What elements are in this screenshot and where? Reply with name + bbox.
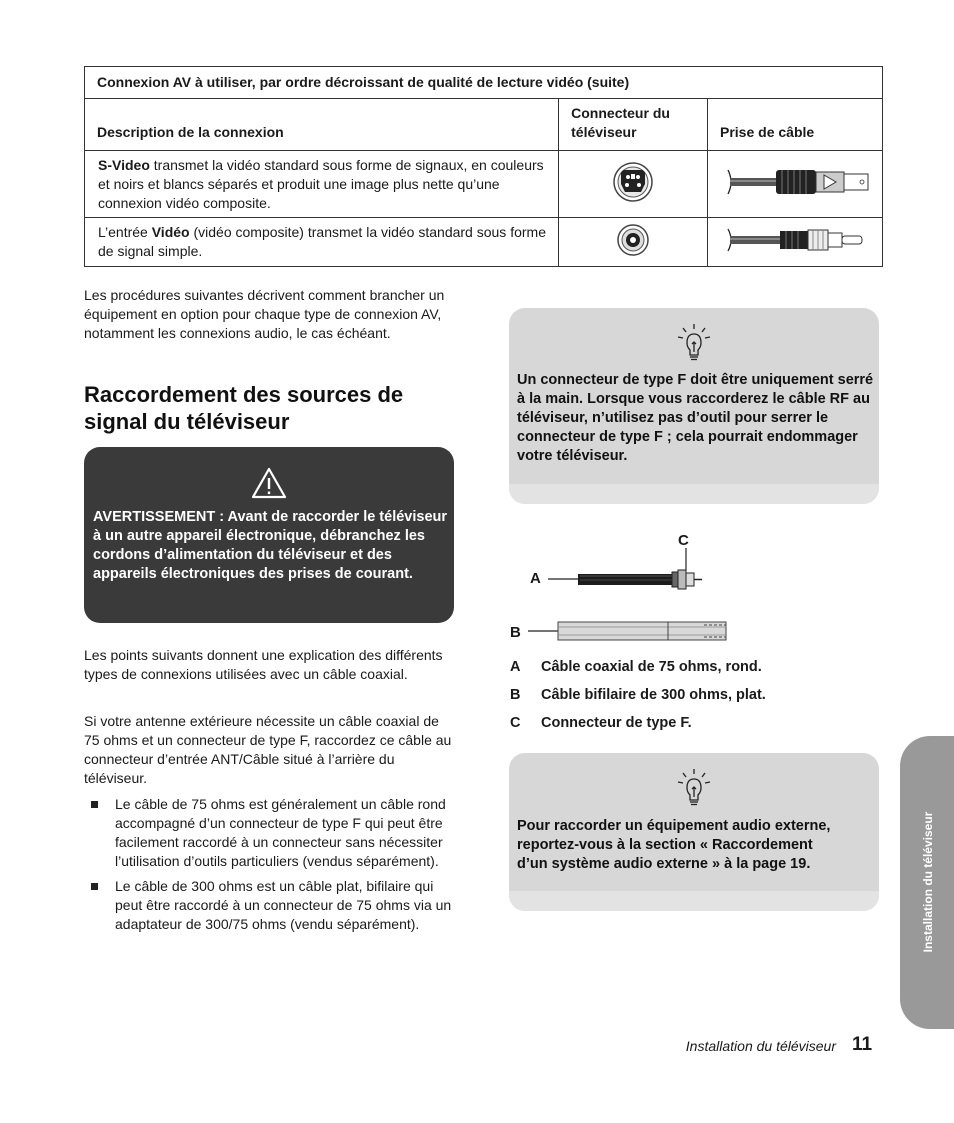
warning-box [84,447,454,623]
table-row [85,151,883,218]
bullet-square-icon [91,883,98,890]
bullet-square-icon [91,801,98,808]
lightbulb-icon [675,322,713,362]
footer-section-name: Installation du téléviseur [685,1038,836,1054]
legend-text: Connecteur de type F. [541,715,692,731]
bullet-text: Le câble de 75 ohms est généralement un câble rond accompagné d’un connecteur de type F qui peut être facilement raccordé à un connecteur sans nécessiter l’utilisation d’outils particuliers (vendus séparément). [115,796,446,869]
row-text: (vidéo composite) transmet la vidéo standard sous forme de signal simple. [98,224,546,259]
rca-jack-icon [559,218,708,267]
legend-key: A [510,659,521,675]
connection-table [84,66,883,267]
label-a: A [530,570,541,587]
legend-item-c [510,714,870,733]
header-plug: Prise de câble [708,99,883,151]
s-video-plug-icon [708,151,883,218]
list-item [84,795,454,871]
section-title: Raccordement des sources de signal du téléviseur [84,382,404,434]
bullet-text: Le câble de 300 ohms est un câble plat, bifilaire qui peut être raccordé à un connecteur de 75 ohms via un adaptateur de 300/75 ohms (vendu séparément). [115,878,452,932]
legend-text: Câble coaxial de 75 ohms, rond. [541,659,762,675]
row-text: transmet la vidéo standard sous forme de signaux, en couleurs et noirs et blancs séparés et produit une image plus nette qu’une connexion vidéo composite. [98,156,544,211]
list-item [84,877,454,934]
row-description [85,218,559,267]
label-b: B [510,624,521,641]
label-c: C [678,532,689,549]
warning-triangle-icon [251,467,287,499]
tip-bottom-band [509,484,879,504]
header-description: Description de la connexion [85,99,559,151]
rca-plug-icon [708,218,883,267]
coax-cable-diagram [508,530,738,650]
tip-bottom-band [509,891,879,911]
tip-text: Un connecteur de type F doit être uniquement serré à la main. Lorsque vous raccorderez le câble RF au téléviseur, n’utilisez pas d’outil pour serrer le connecteur de type F ; cela pourrait endommager votre téléviseur. [517,372,874,464]
legend-item-a [510,658,870,677]
header-connector [559,99,708,151]
legend-text: Câble bifilaire de 300 ohms, plat. [541,687,766,703]
row-description [85,151,559,218]
warning-text: AVERTISSEMENT : Avant de raccorder le téléviseur à un autre appareil électronique, débranchez les cordons d’alimentation du téléviseur et des appareils électroniques des prises de courant. [93,509,448,582]
header-connector-label: Connecteur du téléviseur [571,105,670,140]
tip-text: Pour raccorder un équipement audio externe, reportez-vous à la section « Raccordement d’un système audio externe » à la page 19. [517,818,831,872]
cable-bullet-list [84,795,454,940]
row-keyword: S-Video [98,156,150,173]
tip-box-audio [509,753,879,911]
legend-item-b [510,686,870,705]
row-prefix: L’entrée [98,224,152,240]
row-keyword: Vidéo [151,224,190,240]
legend-key: B [510,687,521,703]
paragraph-antenna: Si votre antenne extérieure nécessite un câble coaxial de 75 ohms et un connecteur de type F, raccordez ce câble au connecteur d’entrée ANT/Câble situé à l’arrière du téléviseur. [84,713,452,786]
lightbulb-icon [675,767,713,807]
page-number: 11 [852,1034,873,1055]
side-tab-label: Installation du téléviseur [921,811,935,953]
paragraph-coax-types: Les points suivants donnent une explication des différents types de connexions utilisées avec un câble coaxial. [84,647,443,682]
legend-key: C [510,715,521,731]
tip-box-f-connector [509,308,879,504]
table-row [85,218,883,267]
coax-cable-drawing [508,530,738,650]
intro-paragraph: Les procédures suivantes décrivent comment brancher un équipement en option pour chaque type de connexion AV, notamment les connexions audio, le cas échéant. [84,287,445,341]
s-video-jack-icon [559,151,708,218]
table-caption: Connexion AV à utiliser, par ordre décroissant de qualité de lecture vidéo (suite) [85,67,883,99]
